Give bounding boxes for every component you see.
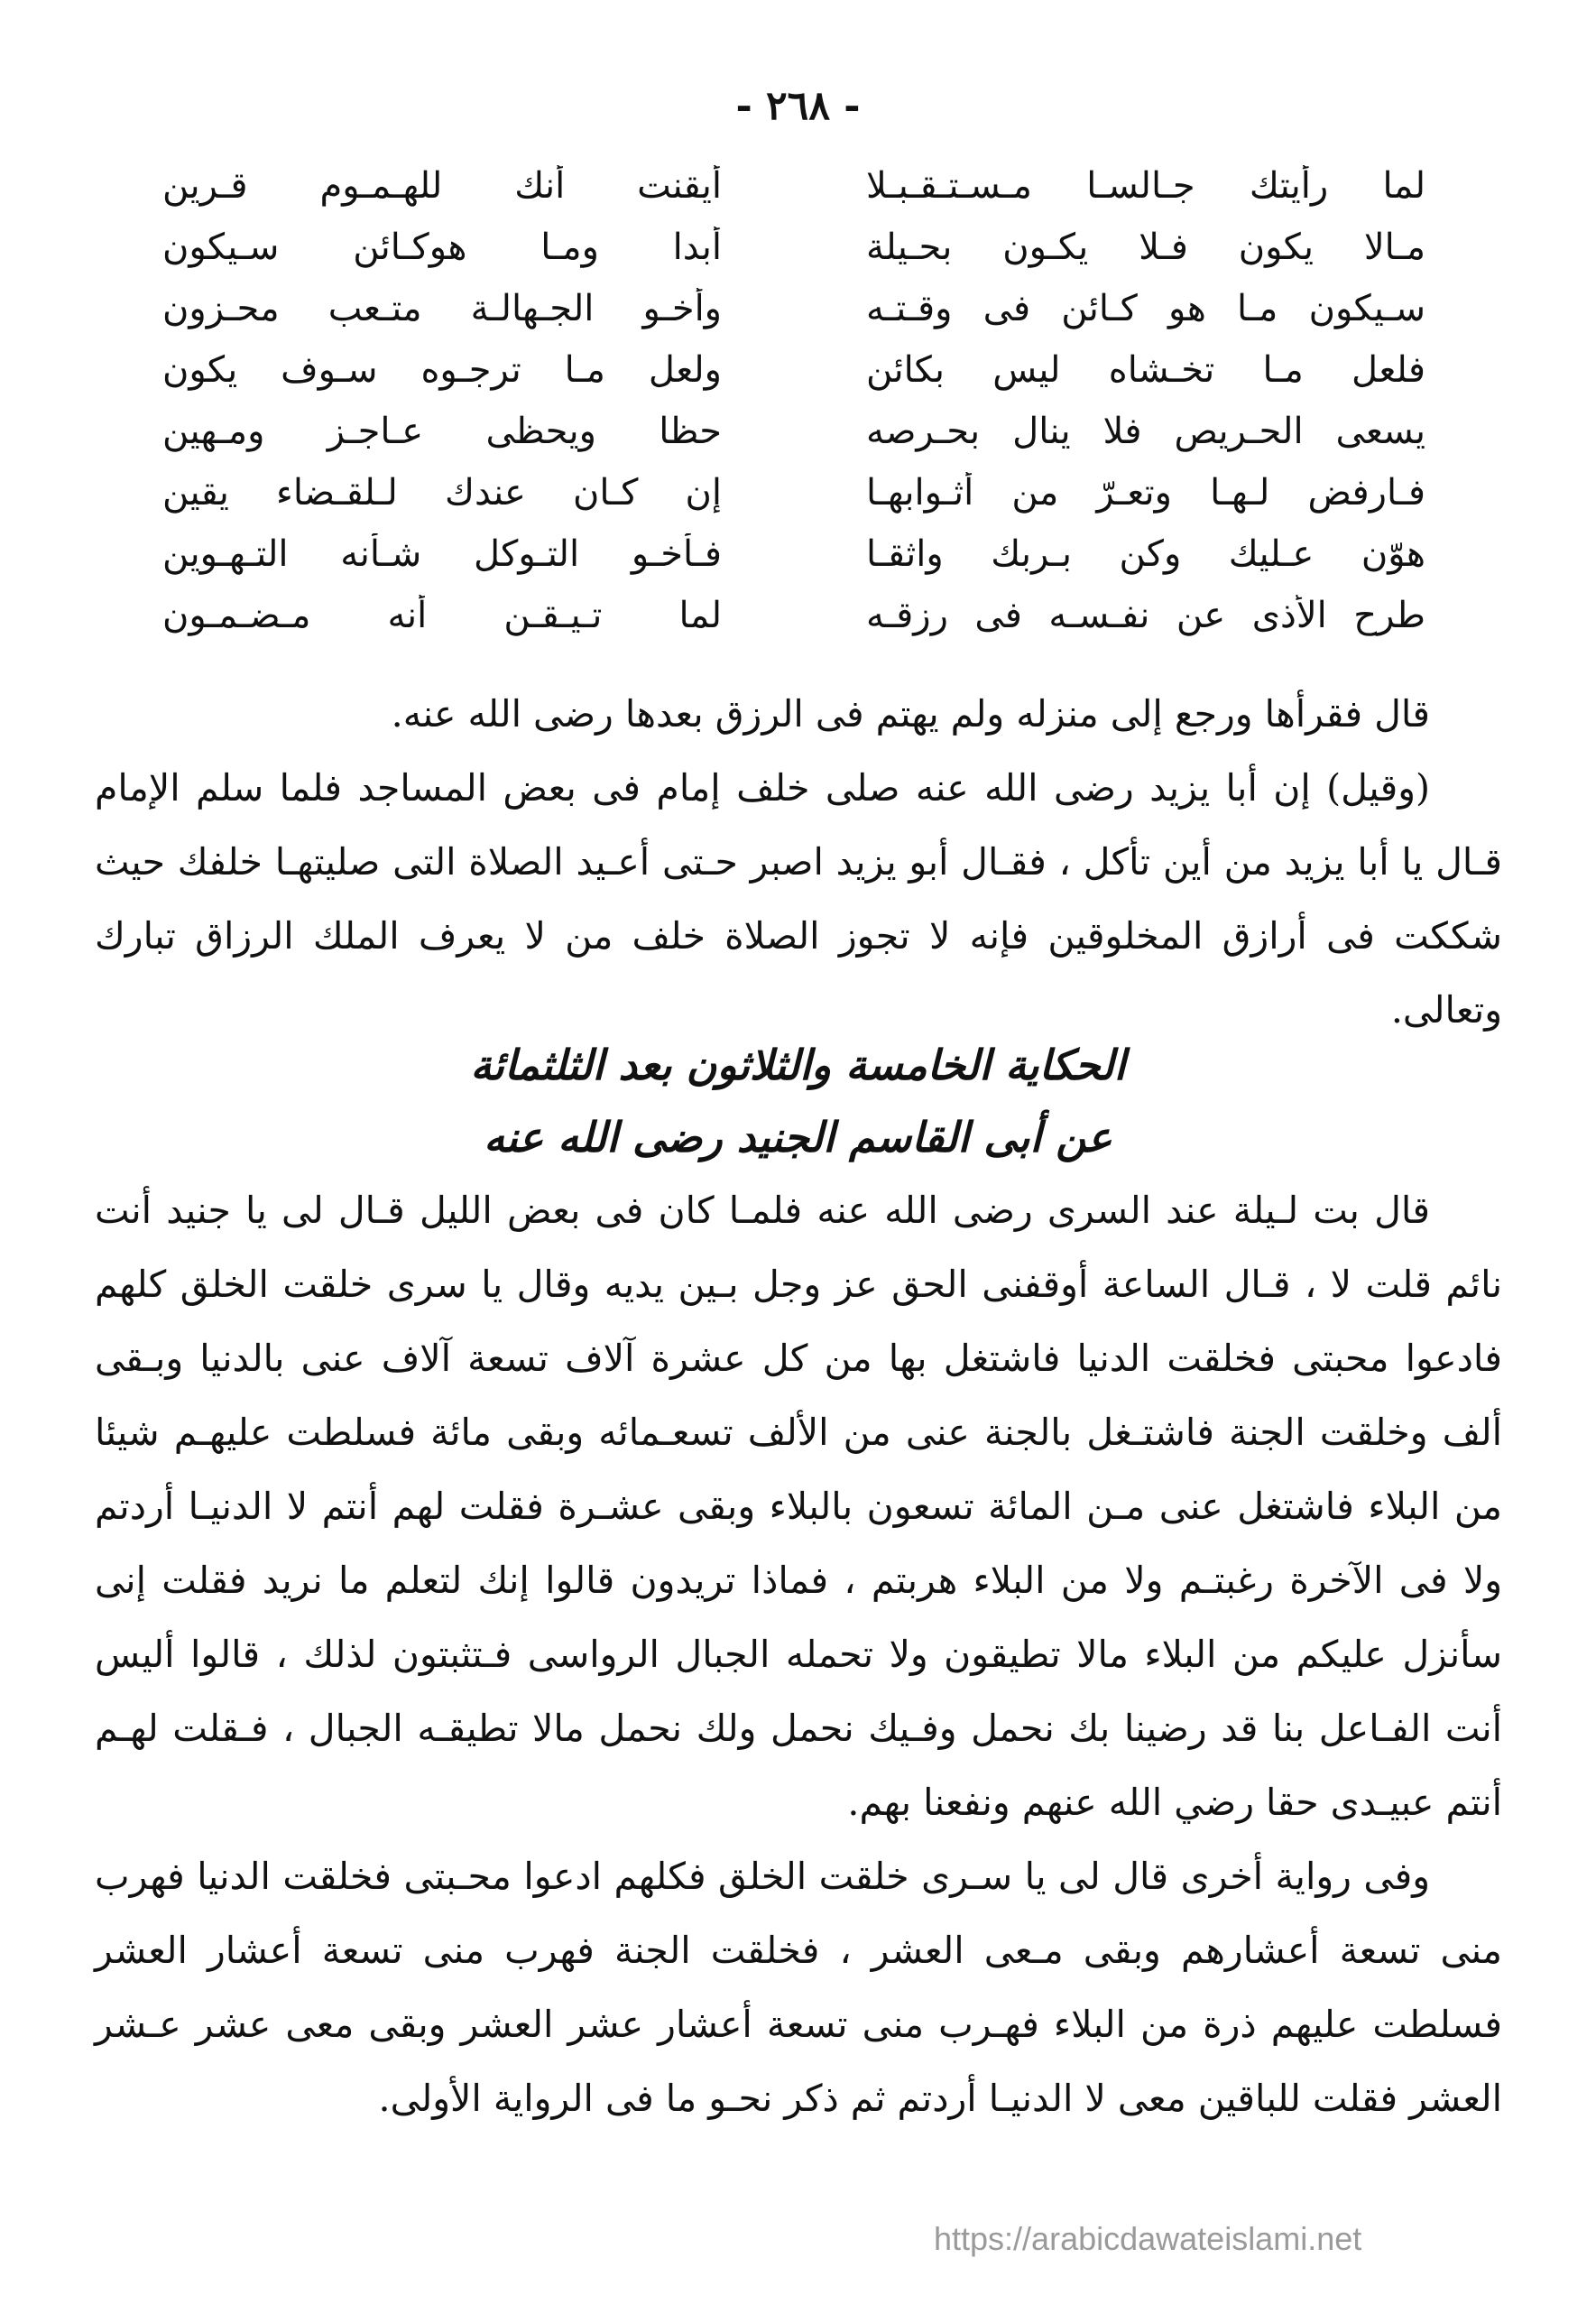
paragraph: قال فقرأها ورجع إلى منزله ولم يهتم فى الرزق بعدها رضى الله عنه. [391, 692, 1430, 736]
story-subtitle: عن أبى القاسم الجنيد رضى الله عنه [484, 1113, 1112, 1162]
verse-second-half: أبدا ومـا هوكـائن سـيكون [162, 227, 722, 268]
verse-first-half: طرح الأذى عن نفـسـه فى رزقـه [866, 595, 1425, 636]
verse-first-half: فـارفض لـهـا وتعـرّ من أثـوابهـا [866, 472, 1425, 514]
verse-first-half: سـيكون مـا هو كـائن فى وقـتـه [866, 288, 1425, 329]
poem [162, 155, 1425, 646]
body-text-top [95, 677, 1502, 1047]
poem-verse [162, 523, 1425, 585]
story-heading [0, 1029, 1596, 1173]
poem-verse [162, 217, 1425, 278]
paragraph: (وقيل) إن أبا يزيد رضى الله عنه صلى خلف إمام فى بعض المساجد فلما سلم الإمام قـال يا أبا يزيد من أين تأكل ، فقـال أبو يزيد اصبر حـتى أعـيد الصلاة التى صليتهـا خلفك حيث شككت فى أرازق المخلوقين فإنه لا تجوز الصلاة خلف من لا يعرف الملك الرزاق تبارك وتعالى. [95, 766, 1502, 1032]
poem-verse [162, 278, 1425, 339]
story-title: الحكاية الخامسة والثلاثون بعد الثلثمائة [470, 1041, 1126, 1089]
verse-second-half: وأخـو الجـهالـة متـعب محـزون [162, 288, 722, 329]
verse-second-half: ولعل مـا ترجـوه سـوف يكون [162, 349, 722, 391]
watermark: https://arabicdawateislami.net [934, 2220, 1362, 2257]
page-number: - ٢٦٨ - [735, 83, 861, 129]
paragraph: قال بت لـيلة عند السرى رضى الله عنه فلمـا كان فى بعض الليل قـال لى يا جنيد أنت نائم قلت لا ، قـال الساعة أوقفنى الحق عز وجل بـين يديه وقال يا سرى خلقت الخلق كلهم فادعوا محبتى فخلقت الدنيا فاشتغل بها من كل عشرة آلاف تسعة آلاف عنى بالدنيا وبـقى ألف وخلقت الجنة فاشتـغل بالجنة عنى من الألف تسعـمائه وبقى مائة فسلطت عليهـم شيئا من البلاء فاشتغل عنى مـن المائة تسعون بالبلاء وبقى عشـرة فقلت لهم أنتم لا الدنيـا أردتم ولا فى الآخرة رغبتـم ولا من البلاء هربتم ، فماذا تريدون قالوا إنك لتعلم ما نريد فقلت إنى سأنزل عليكم من البلاء مالا تطيقون ولا تحمله الجبال الرواسى فـتثبتون لذلك ، قالوا أليس أنت الفـاعل بنا قد رضينا بك نحمل وفـيك نحمل ولك نحمل مالا تطيقـه الجبال ، فـقلت لهـم أنتم عبيـدى حقا رضي الله عنهم ونفعنا بهم. [95, 1189, 1502, 1824]
verse-second-half: لما تـيـقـن أنه مـضـمـون [162, 595, 722, 636]
poem-verse [162, 339, 1425, 401]
verse-second-half: إن كـان عندك لـلقـضاء يقين [162, 472, 722, 514]
poem-verse [162, 585, 1425, 646]
body-text-bottom [95, 1173, 1502, 2135]
verse-second-half: حظا ويحظى عـاجـز ومـهين [162, 411, 722, 452]
verse-second-half: فـأخـو التـوكل شـأنه التـهـوين [162, 533, 722, 575]
paragraph: وفى رواية أخرى قال لى يا سـرى خلقت الخلق فكلهم ادعوا محـبتى فخلقت الدنيا فهرب منى تسعة أعشارهم وبقى مـعى العشر ، فخلقت الجنة فهرب منى تسعة أعشار العشر فسلطت عليهم ذرة من البلاء فهـرب منى تسعة أعشار عشر العشر وبقى معى عشر عـشر العشر فقلت للباقين معى لا الدنيـا أردتم ثم ذكر نحـو ما فى الرواية الأولى. [95, 1855, 1502, 2120]
verse-first-half: مـالا يكون فـلا يكـون بحـيلة [866, 227, 1425, 268]
verse-first-half: هوّن عـليك وكن بـربك واثقـا [866, 533, 1425, 575]
verse-first-half: لما رأيتك جـالسـا مـسـتـقـبـلا [866, 165, 1425, 207]
verse-first-half: يسعى الحـريص فلا ينال بحـرصه [866, 411, 1425, 452]
verse-first-half: فلعل مـا تخـشاه ليس بكائن [866, 349, 1425, 391]
poem-verse [162, 462, 1425, 523]
poem-verse [162, 401, 1425, 462]
poem-verse [162, 155, 1425, 217]
verse-second-half: أيقنت أنك للهـمـوم قـرين [162, 165, 722, 207]
